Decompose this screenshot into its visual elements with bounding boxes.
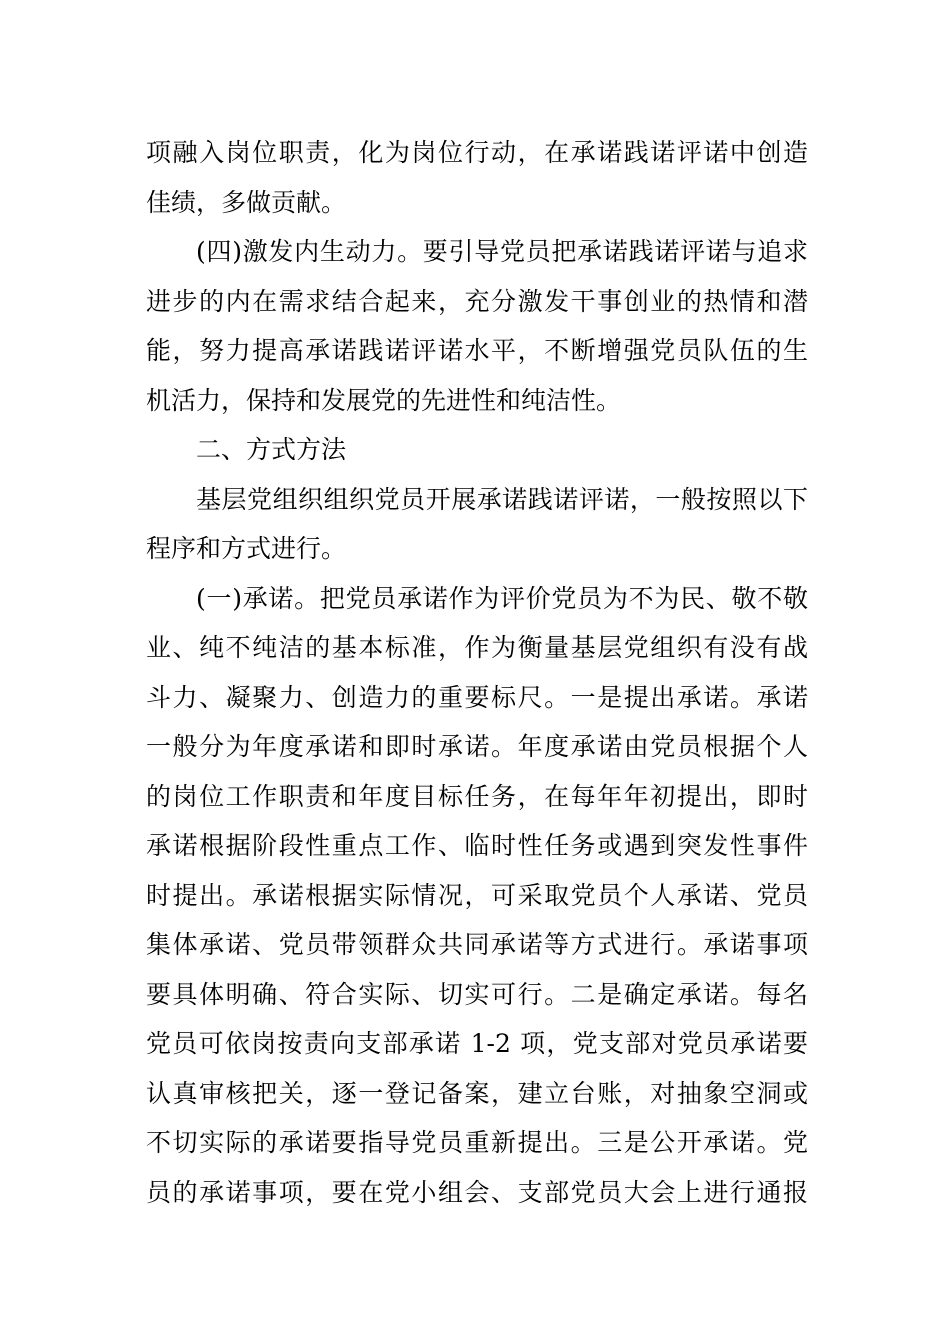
text-line: 员的承诺事项，要在党小组会、支部党员大会上进行通报 — [146, 1177, 808, 1207]
text-line: 机活力，保持和发展党的先进性和纯洁性。 — [146, 385, 622, 415]
text-line: 要具体明确、符合实际、切实可行。二是确定承诺。每名 — [146, 979, 808, 1009]
text-line: 党员可依岗按责向支部承诺 1-2 项，党支部对党员承诺要 — [146, 1029, 808, 1058]
text-line: 基层党组织组织党员开展承诺践诺评诺，一般按照以下 — [196, 484, 808, 514]
text-line: 程序和方式进行。 — [146, 534, 347, 563]
text-line: (四)激发内生动力。要引导党员把承诺践诺评诺与追求 — [196, 237, 808, 266]
text-line: 集体承诺、党员带领群众共同承诺等方式进行。承诺事项 — [146, 930, 808, 959]
paragraph-continuation — [146, 128, 808, 227]
text-line: 承诺根据阶段性重点工作、临时性任务或遇到突发性事件 — [146, 831, 808, 860]
section-heading-methods — [146, 425, 808, 475]
text-line: 斗力、凝聚力、创造力的重要标尺。一是提出承诺。承诺 — [146, 682, 808, 712]
text-line: (一)承诺。把党员承诺作为评价党员为不为民、敬不敬 — [196, 583, 808, 613]
text-line: 认真审核把关，逐一登记备案，建立台账，对抽象空洞或 — [146, 1078, 808, 1108]
text-line: 项融入岗位职责，化为岗位行动，在承诺践诺评诺中创造 — [146, 138, 808, 167]
text-line: 的岗位工作职责和年度目标任务，在每年年初提出，即时 — [146, 781, 808, 811]
text-line: 不切实际的承诺要指导党员重新提出。三是公开承诺。党 — [146, 1128, 808, 1157]
text-line: 进步的内在需求结合起来，充分激发干事创业的热情和潜 — [146, 286, 808, 316]
text-line: 能，努力提高承诺践诺评诺水平，不断增强党员队伍的生 — [146, 336, 808, 365]
section-heading-text: 二、方式方法 — [196, 435, 347, 464]
paragraph-procedure-intro — [146, 475, 808, 574]
document-body — [146, 128, 808, 1217]
text-line: 业、纯不纯洁的基本标准，作为衡量基层党组织有没有战 — [146, 633, 808, 662]
text-line: 时提出。承诺根据实际情况，可采取党员个人承诺、党员 — [146, 880, 808, 910]
text-line: 佳绩，多做贡献。 — [146, 187, 347, 217]
paragraph-commitment — [146, 574, 808, 1218]
paragraph-inner-motivation — [146, 227, 808, 425]
text-line: 一般分为年度承诺和即时承诺。年度承诺由党员根据个人 — [146, 732, 808, 761]
